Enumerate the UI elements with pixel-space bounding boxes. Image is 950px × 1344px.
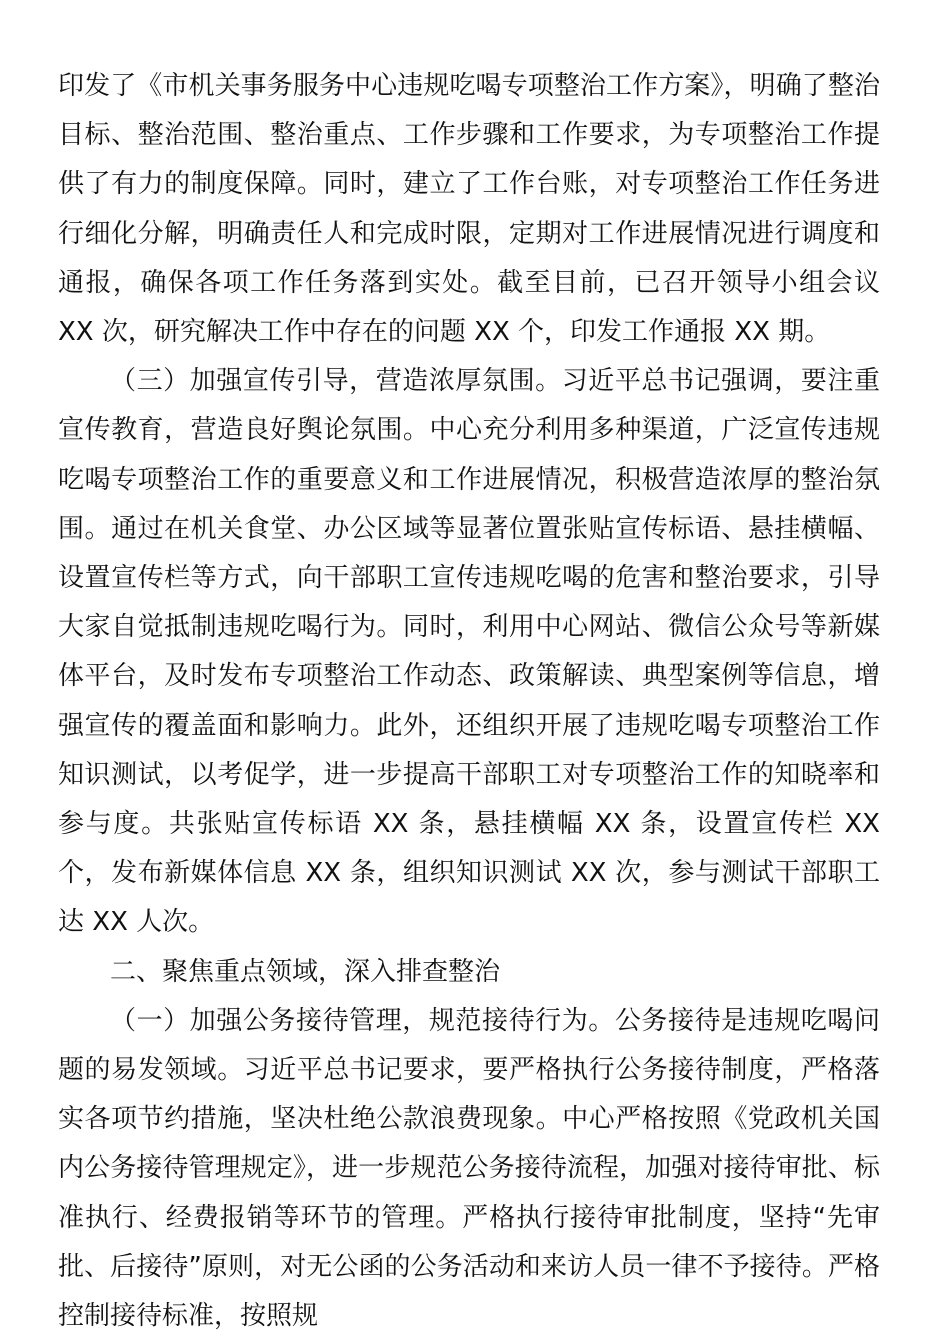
section-heading-2: 二、聚焦重点领域，深入排查整治	[110, 956, 501, 987]
document-body	[58, 62, 880, 1341]
paragraph-subsection-1: （一）加强公务接待管理，规范接待行为。公务接待是违规吃喝问题的易发领域。习近平总书记要求，要严格执行公务接待制度，严格落实各项节约措施，坚决杜绝公款浪费现象。中心严格按照《党政机关国内公务接待管理规定》，进一步规范公务接待流程，加强对接待审批、标准执行、经费报销等环节的管理。严格执行接待审批制度，坚持“先审批、后接待”原则，对无公函的公务活动和来访人员一律不予接待。严格控制接待标准，按照规	[58, 1005, 880, 1332]
paragraph-continuation: 印发了《市机关事务服务中心违规吃喝专项整治工作方案》，明确了整治目标、整治范围、整治重点、工作步骤和工作要求，为专项整治工作提供了有力的制度保障。同时，建立了工作台账，对专项整治工作任务进行细化分解，明确责任人和完成时限，定期对工作进展情况进行调度和通报，确保各项工作任务落到实处。截至目前，已召开领导小组会议 XX 次，研究解决工作中存在的问题 XX 个，印发工作通报 XX 期。	[58, 71, 880, 348]
paragraph-section-3: （三）加强宣传引导，营造浓厚氛围。习近平总书记强调，要注重宣传教育，营造良好舆论氛围。中心充分利用多种渠道，广泛宣传违规吃喝专项整治工作的重要意义和工作进展情况，积极营造浓厚的整治氛围。通过在机关食堂、办公区域等显著位置张贴宣传标语、悬挂横幅、设置宣传栏等方式，向干部职工宣传违规吃喝的危害和整治要求，引导大家自觉抵制违规吃喝行为。同时，利用中心网站、微信公众号等新媒体平台，及时发布专项整治工作动态、政策解读、典型案例等信息，增强宣传的覆盖面和影响力。此外，还组织开展了违规吃喝专项整治工作知识测试，以考促学，进一步提高干部职工对专项整治工作的知晓率和参与度。共张贴宣传标语 XX 条，悬挂横幅 XX 条，设置宣传栏 XX 个，发布新媒体信息 XX 条，组织知识测试 XX 次，参与测试干部职工达 XX 人次。	[58, 366, 880, 938]
